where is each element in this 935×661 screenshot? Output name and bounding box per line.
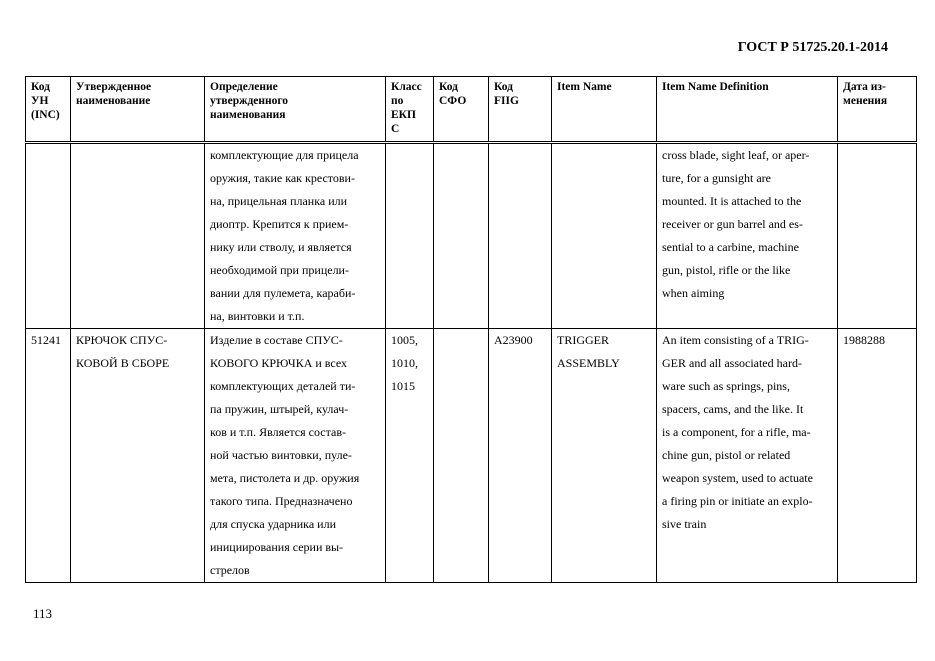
text-line: weapon system, used to actuate: [662, 471, 813, 485]
text-line: диоптр. Крепится к прием-: [210, 217, 349, 231]
col-header-item-definition: [657, 77, 838, 143]
text-line: when aiming: [662, 286, 725, 300]
text-line: КРЮЧОК СПУС-: [76, 333, 168, 347]
text-line: Код: [31, 81, 51, 93]
text-line: ной частью винтовки, пуле-: [210, 448, 352, 462]
col-header-fiig: [489, 77, 552, 143]
cell-sfo: [434, 143, 489, 329]
cell-name: [71, 329, 205, 583]
text-line: ЕКП: [391, 109, 416, 121]
cell-item-name: [552, 143, 657, 329]
text-line: gun, pistol, rifle or the like: [662, 263, 791, 277]
text-line: Определение: [210, 81, 278, 93]
text-line: ков и т.п. Является состав-: [210, 425, 346, 439]
cell-inc: [26, 329, 71, 583]
cell-name: [71, 143, 205, 329]
cell-inc: [26, 143, 71, 329]
cell-sfo: [434, 329, 489, 583]
text-line: нику или стволу, и является: [210, 240, 352, 254]
text-line: 51241: [31, 333, 61, 347]
text-line: КОВОГО КРЮЧКА и всех: [210, 356, 348, 370]
text-line: ware such as springs, pins,: [662, 379, 790, 393]
text-line: СФО: [439, 95, 467, 107]
text-line: sential to a carbine, machine: [662, 240, 799, 254]
text-line: TRIGGER: [557, 333, 609, 347]
text-line: утвержденного: [210, 95, 289, 107]
text-line: Класс: [391, 81, 422, 93]
text-line: A23900: [494, 333, 533, 347]
table-header-row: [26, 77, 917, 143]
text-line: необходимой при прицели-: [210, 263, 349, 277]
text-line: мета, пистолета и др. оружия: [210, 471, 360, 485]
cell-definition: [205, 329, 386, 583]
text-line: ture, for a gunsight are: [662, 171, 771, 185]
col-header-inc: [26, 77, 71, 143]
cell-date: [838, 143, 917, 329]
text-line: УН: [31, 95, 49, 107]
cell-definition: [205, 143, 386, 329]
col-header-sfo: [434, 77, 489, 143]
text-line: An item consisting of a TRIG-: [662, 333, 809, 347]
text-line: па пружин, штырей, кулач-: [210, 402, 349, 416]
text-line: вании для пулемета, караби-: [210, 286, 356, 300]
document-code: ГОСТ Р 51725.20.1-2014: [737, 40, 888, 55]
cell-ekps: [386, 329, 434, 583]
cell-fiig: [489, 143, 552, 329]
text-line: (INC): [31, 109, 60, 121]
text-line: стрелов: [210, 563, 250, 577]
text-line: chine gun, pistol or related: [662, 448, 791, 462]
text-line: на, винтовки и т.п.: [210, 309, 305, 323]
text-line: Item Name: [557, 81, 612, 93]
col-header-name: [71, 77, 205, 143]
text-line: mounted. It is attached to the: [662, 194, 802, 208]
text-line: комплектующие для прицела: [210, 148, 359, 162]
text-line: receiver or gun barrel and es-: [662, 217, 803, 231]
text-line: для спуска ударника или: [210, 517, 336, 531]
text-line: 1005,: [391, 333, 418, 347]
text-line: spacers, cams, and the like. It: [662, 402, 804, 416]
text-line: на, прицельная планка или: [210, 194, 348, 208]
cell-item-definition: [657, 329, 838, 583]
cell-date: 1988288: [838, 329, 917, 583]
text-line: Код: [439, 81, 459, 93]
text-line: 1015: [391, 379, 415, 393]
text-line: оружия, такие как крестови-: [210, 171, 355, 185]
text-line: Код: [494, 81, 514, 93]
text-line: cross blade, sight leaf, or aper-: [662, 148, 810, 162]
text-line: менения: [843, 95, 888, 107]
text-line: ASSEMBLY: [557, 356, 620, 370]
cell-fiig: [489, 329, 552, 583]
text-line: такого типа. Предназначено: [210, 494, 353, 508]
table-row: [26, 143, 917, 329]
text-line: sive train: [662, 517, 707, 531]
cell-ekps: [386, 143, 434, 329]
text-line: Изделие в составе СПУС-: [210, 333, 343, 347]
cell-item-name: [552, 329, 657, 583]
text-line: Утвержденное: [76, 81, 152, 93]
col-header-ekps: [386, 77, 434, 143]
text-line: С: [391, 123, 400, 135]
text-line: КОВОЙ В СБОРЕ: [76, 356, 170, 370]
text-line: наименования: [210, 109, 286, 121]
text-line: по: [391, 95, 404, 107]
text-line: is a component, for a rifle, ma-: [662, 425, 811, 439]
col-header-definition: [205, 77, 386, 143]
table-row: [26, 329, 917, 583]
text-line: Дата из-: [843, 81, 886, 93]
text-line: наименование: [76, 95, 151, 107]
page-number: 113: [33, 606, 53, 621]
col-header-item-name: [552, 77, 657, 143]
text-line: Item Name Definition: [662, 81, 769, 93]
text-line: 1010,: [391, 356, 418, 370]
text-line: комплектующих деталей ти-: [210, 379, 356, 393]
cell-item-definition: [657, 143, 838, 329]
text-line: GER and all associated hard-: [662, 356, 802, 370]
text-line: инициирования серии вы-: [210, 540, 344, 554]
col-header-date: [838, 77, 917, 143]
text-line: FIIG: [494, 95, 519, 107]
catalog-table: [25, 76, 917, 583]
text-line: a firing pin or initiate an explo-: [662, 494, 813, 508]
